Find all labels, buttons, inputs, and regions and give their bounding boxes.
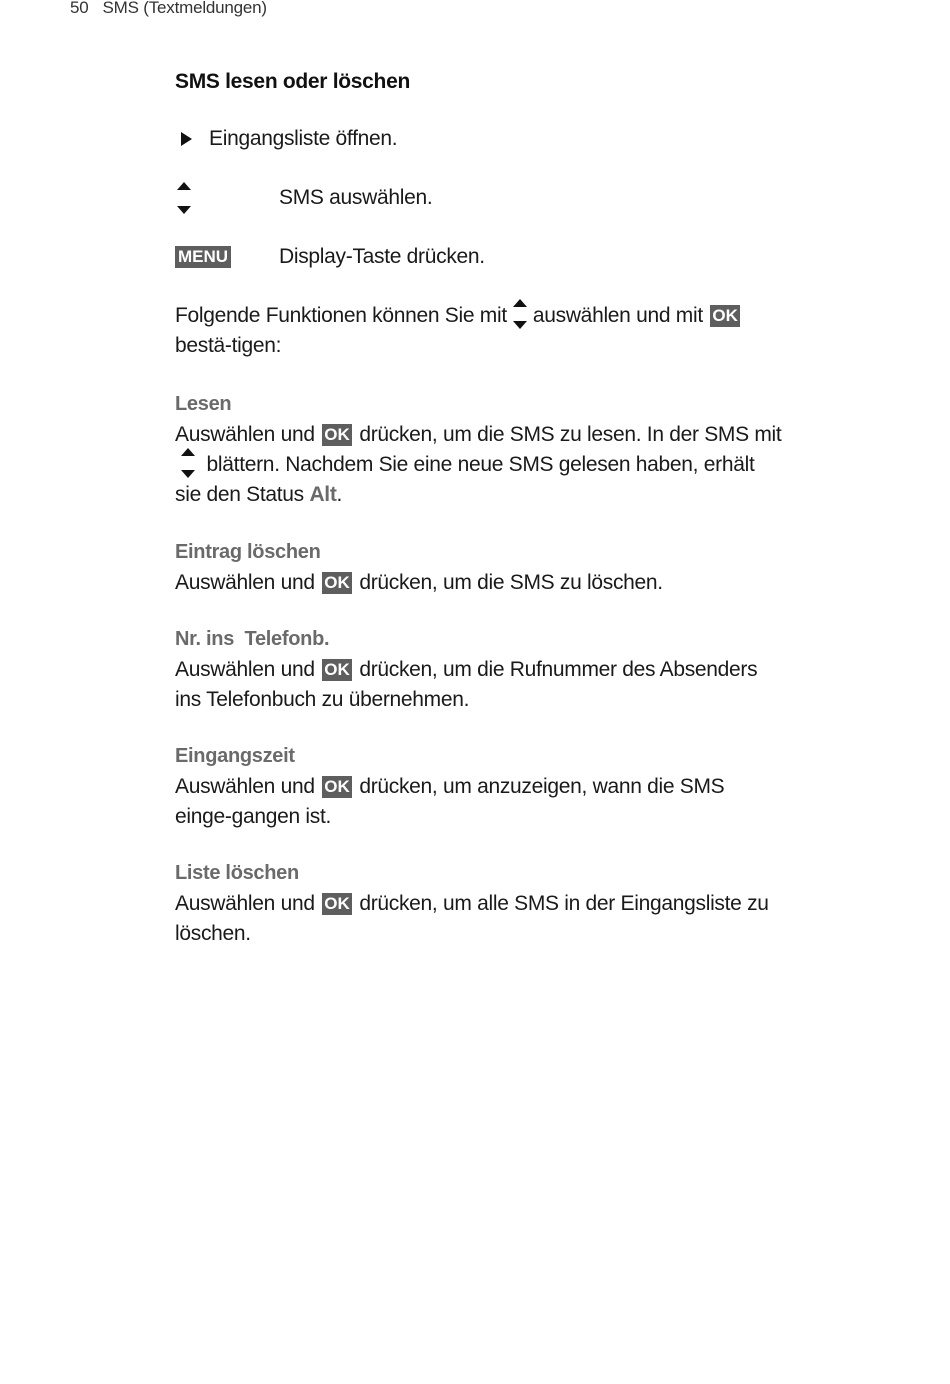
function-received-time	[175, 742, 785, 831]
function-title: Eingangszeit	[175, 745, 295, 768]
intro-text-2: auswählen und mit	[532, 304, 703, 327]
page-number: 50	[70, 0, 89, 17]
step-select-sms	[175, 183, 785, 213]
ok-key-badge: OK	[324, 425, 350, 445]
desc-text: Auswählen und	[175, 423, 315, 447]
status-value: Alt	[309, 483, 337, 507]
step-menu-key	[175, 242, 785, 272]
desc-text: Auswählen und	[175, 892, 315, 916]
ok-key-badge: OK	[324, 572, 350, 592]
function-title: Nr. ins Telefonb.	[175, 628, 330, 651]
function-description	[175, 889, 785, 948]
intro-text-3: bestä-tigen:	[175, 334, 282, 358]
ok-key-badge: OK	[324, 660, 350, 680]
function-to-phonebook	[175, 625, 785, 714]
step-key-column	[175, 246, 279, 268]
up-down-arrows-icon	[179, 448, 197, 478]
function-delete-list	[175, 859, 785, 948]
step-open-list-text: Eingangsliste öffnen.	[209, 127, 398, 150]
up-down-arrows-icon	[511, 299, 529, 329]
page-header	[70, 0, 267, 18]
function-delete-entry	[175, 538, 785, 598]
desc-text: .	[336, 483, 343, 507]
ok-key-badge: OK	[712, 306, 738, 325]
desc-text: drücken, um die SMS zu lesen. In der SMS mit	[359, 423, 782, 447]
step-menu-key-text: Display-Taste drücken.	[279, 245, 485, 268]
step-open-list	[175, 124, 785, 154]
desc-text: drücken, um alle SMS in der Eingangsliste zu löschen.	[175, 892, 769, 945]
desc-text: drücken, um anzuzeigen, wann die SMS einge-gangen ist.	[175, 775, 725, 828]
intro-paragraph	[175, 301, 785, 360]
desc-text: blättern. Nachdem Sie eine neue SMS gelesen haben, erhält sie den Status	[175, 452, 755, 507]
ok-key-badge: OK	[324, 777, 350, 797]
function-description	[175, 655, 785, 714]
desc-text: Auswählen und	[175, 570, 315, 594]
intro-text-1: Folgende Funktionen können Sie mit	[175, 304, 507, 327]
section-title: SMS lesen oder löschen	[175, 70, 410, 93]
desc-text: drücken, um die SMS zu löschen.	[359, 570, 663, 594]
step-select-sms-text: SMS auswählen.	[279, 186, 433, 209]
desc-text: Auswählen und	[175, 658, 315, 682]
function-description	[175, 772, 785, 831]
function-title: Liste löschen	[175, 862, 299, 885]
function-description	[175, 420, 785, 509]
desc-text: Auswählen und	[175, 775, 315, 799]
menu-key-badge: MENU	[175, 246, 231, 268]
ok-key-badge: OK	[324, 894, 350, 914]
function-title: Eintrag löschen	[175, 540, 321, 563]
function-title: Lesen	[175, 393, 232, 416]
step-key-column	[175, 182, 279, 214]
chapter-title: SMS (Textmeldungen)	[102, 0, 267, 17]
triangle-right-icon	[181, 132, 192, 146]
main-content	[175, 70, 785, 976]
function-read	[175, 390, 785, 509]
up-down-arrows-icon	[175, 182, 193, 214]
function-description	[175, 568, 785, 598]
desc-text: drücken, um die Rufnummer des Absenders ins Telefonbuch zu übernehmen.	[175, 658, 758, 711]
